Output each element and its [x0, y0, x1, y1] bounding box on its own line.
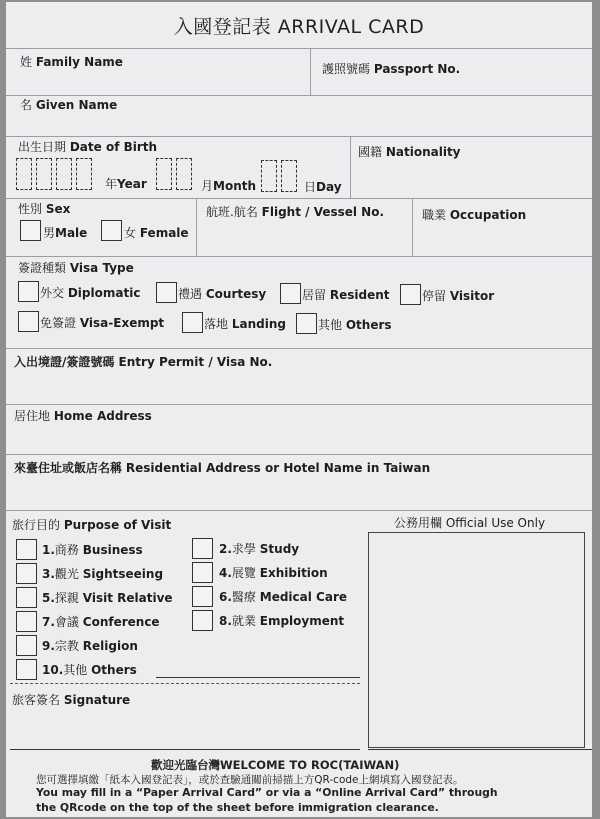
- footer-note-en-1: You may fill in a “Paper Arrival Card” or via a “Online Arrival Card” through: [36, 786, 498, 799]
- welcome-text: 歡迎光臨台灣WELCOME TO ROC(TAIWAN): [151, 758, 400, 772]
- visa-courtesy-checkbox[interactable]: [156, 282, 177, 303]
- visa-type-label: 簽證種類 Visa Type: [18, 261, 134, 275]
- date-of-birth-label: 出生日期 Date of Birth: [18, 140, 158, 154]
- home-address-label: 居住地 Home Address: [14, 409, 152, 423]
- purpose-sightseeing-checkbox[interactable]: [16, 563, 37, 584]
- purpose-medical-care-checkbox[interactable]: [192, 586, 213, 607]
- signature-label: 旅客簽名 Signature: [12, 693, 131, 707]
- male-checkbox[interactable]: [20, 220, 41, 241]
- official-use-label: 公務用欄 Official Use Only: [394, 516, 546, 530]
- visa-visitor-checkbox[interactable]: [400, 284, 421, 305]
- purpose-conference-checkbox[interactable]: [16, 611, 37, 632]
- divider: [310, 48, 311, 95]
- male-label: 男Male: [43, 226, 88, 240]
- footer-note-en-2: the QRcode on the top of the sheet before immigration clearance.: [36, 801, 439, 814]
- occupation-label: 職業 Occupation: [422, 208, 527, 222]
- purpose-study-label: 2.求學 Study: [219, 542, 300, 556]
- divider: [6, 48, 592, 49]
- family-name-label: 姓 Family Name: [20, 55, 123, 69]
- visa-exempt-checkbox[interactable]: [18, 311, 39, 332]
- passport-no-label: 護照號碼 Passport No.: [322, 62, 461, 76]
- visa-resident-checkbox[interactable]: [280, 283, 301, 304]
- visa-exempt-label: 免簽證 Visa-Exempt: [40, 316, 165, 330]
- purpose-medical-care-label: 6.醫療 Medical Care: [219, 590, 348, 604]
- flight-vessel-label: 航班.航名 Flight / Vessel No.: [206, 205, 385, 219]
- entry-permit-label: 入出境證/簽證號碼 Entry Permit / Visa No.: [14, 355, 273, 369]
- purpose-study-checkbox[interactable]: [192, 538, 213, 559]
- divider: [6, 348, 592, 349]
- purpose-religion-checkbox[interactable]: [16, 635, 37, 656]
- dob-month-digit-2[interactable]: [176, 158, 192, 190]
- divider: [196, 198, 197, 256]
- divider: [6, 256, 592, 257]
- divider: [6, 404, 592, 405]
- purpose-business-checkbox[interactable]: [16, 539, 37, 560]
- visa-diplomatic-checkbox[interactable]: [18, 281, 39, 302]
- divider: [6, 136, 592, 137]
- purpose-employment-checkbox[interactable]: [192, 610, 213, 631]
- office-bottom-line: [368, 749, 592, 750]
- visa-landing-checkbox[interactable]: [182, 312, 203, 333]
- purpose-sightseeing-label: 3.觀光 Sightseeing: [42, 567, 164, 581]
- arrival-card: [6, 2, 592, 817]
- day-label: 日Day: [304, 180, 342, 194]
- purpose-exhibition-checkbox[interactable]: [192, 562, 213, 583]
- visa-landing-label: 落地 Landing: [204, 317, 286, 331]
- purpose-conference-label: 7.會議 Conference: [42, 615, 160, 629]
- purpose-exhibition-label: 4.展覽 Exhibition: [219, 566, 328, 580]
- signature-line[interactable]: [10, 749, 360, 750]
- footer-note-zh: 您可選擇填繳「紙本入國登記表」，或於查驗通關前掃描上方QR-code上網填寫入國登記表。: [36, 774, 464, 786]
- visa-resident-label: 居留 Resident: [302, 288, 390, 302]
- year-label: 年Year: [105, 177, 147, 191]
- dob-month-digit-1[interactable]: [156, 158, 172, 190]
- divider: [6, 454, 592, 455]
- divider: [6, 510, 592, 511]
- form-title: 入國登記表 ARRIVAL CARD: [173, 16, 425, 38]
- purpose-business-label: 1.商務 Business: [42, 543, 143, 557]
- sex-label: 性別 Sex: [18, 202, 71, 216]
- dob-year-digit-4[interactable]: [76, 158, 92, 190]
- visa-others-label: 其他 Others: [318, 318, 392, 332]
- visa-courtesy-label: 禮遇 Courtesy: [178, 287, 267, 301]
- divider: [350, 136, 351, 198]
- purpose-employment-label: 8.就業 Employment: [219, 614, 345, 628]
- divider: [6, 198, 592, 199]
- purpose-visit-relative-label: 5.探親 Visit Relative: [42, 591, 173, 605]
- official-use-box: [368, 532, 585, 748]
- purpose-of-visit-label: 旅行目的 Purpose of Visit: [12, 518, 172, 532]
- given-name-label: 名 Given Name: [20, 98, 118, 112]
- purpose-religion-label: 9.宗教 Religion: [42, 639, 138, 653]
- visa-diplomatic-label: 外交 Diplomatic: [40, 286, 141, 300]
- signature-divider: [10, 683, 360, 684]
- taiwan-address-label: 來臺住址或飯店名稱 Residential Address or Hotel Name in Taiwan: [14, 461, 431, 475]
- nationality-label: 國籍 Nationality: [358, 145, 461, 159]
- dob-year-digit-3[interactable]: [56, 158, 72, 190]
- others-fill-line[interactable]: [156, 677, 360, 678]
- female-label: 女 Female: [124, 226, 189, 240]
- visa-visitor-label: 停留 Visitor: [422, 289, 495, 303]
- dob-year-digit-2[interactable]: [36, 158, 52, 190]
- purpose-others-label: 10.其他 Others: [42, 663, 137, 677]
- visa-others-checkbox[interactable]: [296, 313, 317, 334]
- female-checkbox[interactable]: [101, 220, 122, 241]
- dob-day-digit-1[interactable]: [261, 160, 277, 192]
- purpose-others-checkbox[interactable]: [16, 659, 37, 680]
- purpose-visit-relative-checkbox[interactable]: [16, 587, 37, 608]
- dob-day-digit-2[interactable]: [281, 160, 297, 192]
- dob-year-digit-1[interactable]: [16, 158, 32, 190]
- month-label: 月Month: [201, 179, 257, 193]
- divider: [412, 198, 413, 256]
